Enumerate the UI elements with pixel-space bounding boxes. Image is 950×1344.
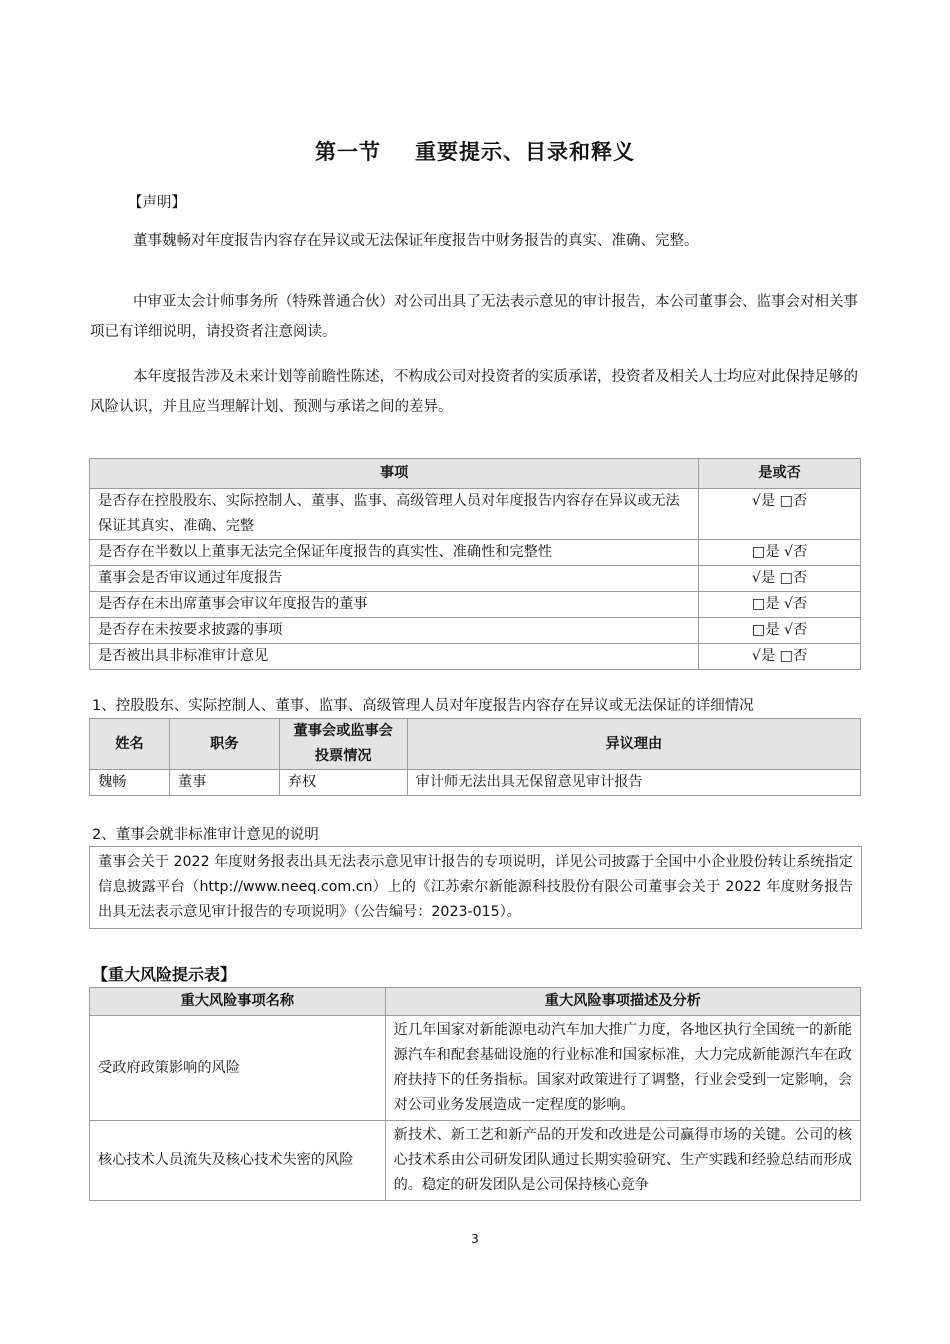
audit-note-text: 董事会关于 2022 年度财务报表出具无法表示意见审计报告的专项说明，详见公司披露于全国中小企业股份转让系统指定信息披露平台（http://www.neeq.com.cn）上的《江苏索尔新能源科技股份有限公司董事会关于 2022 年度财务报告出具无法表示意见审计报告的专项说明》（公告编号：2023-015）。: [89, 846, 862, 929]
declaration-paragraph-3: 本年度报告涉及未来计划等前瞻性陈述，不构成公司对投资者的实质承诺，投资者及相关人士均应对此保持足够的风险认识，并且应当理解计划、预测与承诺之间的差异。: [90, 369, 858, 415]
position-cell: 董事: [169, 770, 279, 796]
table-row: [90, 592, 861, 618]
audit-note-caption: 2、董事会就非标准审计意见的说明: [92, 827, 319, 843]
declaration-paragraph-2: 中审亚太会计师事务所（特殊普通合伙）对公司出具了无法表示意见的审计报告，本公司董事会、监事会对相关事项已有详细说明，请投资者注意阅读。: [90, 294, 858, 340]
table-row: [90, 1016, 861, 1121]
page-title: [0, 136, 950, 166]
column-header: 董事会或监事会投票情况: [279, 719, 407, 770]
table-header-row: [90, 988, 861, 1016]
section-number: 第一节: [315, 140, 381, 164]
risk-description-cell: 新技术、新工艺和新产品的开发和改进是公司赢得市场的关键。公司的核心技术系由公司研发团队通过长期实验研究、生产实践和经验总结而形成的。稳定的研发团队是公司保持核心竞争: [385, 1121, 860, 1201]
table-header-row: [90, 719, 861, 770]
answer-cell: √是 □否: [699, 644, 861, 670]
matter-cell: 是否存在未按要求披露的事项: [90, 618, 699, 644]
matter-cell: 是否存在半数以上董事无法完全保证年度报告的真实性、准确性和完整性: [90, 540, 699, 566]
answer-cell: √是 □否: [699, 489, 861, 540]
matter-cell: 董事会是否审议通过年度报告: [90, 566, 699, 592]
matter-cell: 是否存在控股股东、实际控制人、董事、监事、高级管理人员对年度报告内容存在异议或无法保证其真实、准确、完整: [90, 489, 699, 540]
matters-table: [89, 458, 861, 670]
table-row: [90, 489, 861, 540]
answer-cell: √是 □否: [699, 566, 861, 592]
answer-cell: □是 √否: [699, 592, 861, 618]
column-header: 事项: [90, 459, 699, 489]
matter-cell: 是否存在未出席董事会审议年度报告的董事: [90, 592, 699, 618]
risk-name-cell: 受政府政策影响的风险: [90, 1016, 386, 1121]
table-row: [90, 618, 861, 644]
section-title: 重要提示、目录和释义: [415, 140, 635, 164]
column-header: 重大风险事项名称: [90, 988, 386, 1016]
table-header-row: [90, 459, 861, 489]
answer-cell: □是 √否: [699, 618, 861, 644]
vote-cell: 弃权: [279, 770, 407, 796]
objection-caption: 1、控股股东、实际控制人、董事、监事、高级管理人员对年度报告内容存在异议或无法保证的详细情况: [92, 698, 754, 714]
reason-cell: 审计师无法出具无保留意见审计报告: [407, 770, 860, 796]
risk-description-cell: 近几年国家对新能源电动汽车加大推广力度，各地区执行全国统一的新能源汽车和配套基础设施的行业标准和国家标准，大力完成新能源汽车在政府扶持下的任务指标。国家对政策进行了调整，行业会受到一定影响，会对公司业务发展造成一定程度的影响。: [385, 1016, 860, 1121]
table-row: [90, 770, 861, 796]
table-row: [90, 540, 861, 566]
objection-table: [89, 718, 861, 796]
page-number: 3: [471, 1232, 479, 1246]
risk-section-title: 【重大风险提示表】: [92, 965, 237, 984]
column-header: 异议理由: [407, 719, 860, 770]
table-row: [90, 566, 861, 592]
table-row: [90, 1121, 861, 1201]
declaration-paragraph-1: 董事魏畅对年度报告内容存在异议或无法保证年度报告中财务报告的真实、准确、完整。: [133, 233, 699, 249]
answer-cell: □是 √否: [699, 540, 861, 566]
column-header: 姓名: [90, 719, 170, 770]
matter-cell: 是否被出具非标准审计意见: [90, 644, 699, 670]
declaration-label: 【声明】: [128, 195, 186, 211]
column-header: 重大风险事项描述及分析: [385, 988, 860, 1016]
column-header: 职务: [169, 719, 279, 770]
table-row: [90, 644, 861, 670]
risk-name-cell: 核心技术人员流失及核心技术失密的风险: [90, 1121, 386, 1201]
column-header: 是或否: [699, 459, 861, 489]
name-cell: 魏畅: [90, 770, 170, 796]
risk-table: [89, 987, 861, 1201]
